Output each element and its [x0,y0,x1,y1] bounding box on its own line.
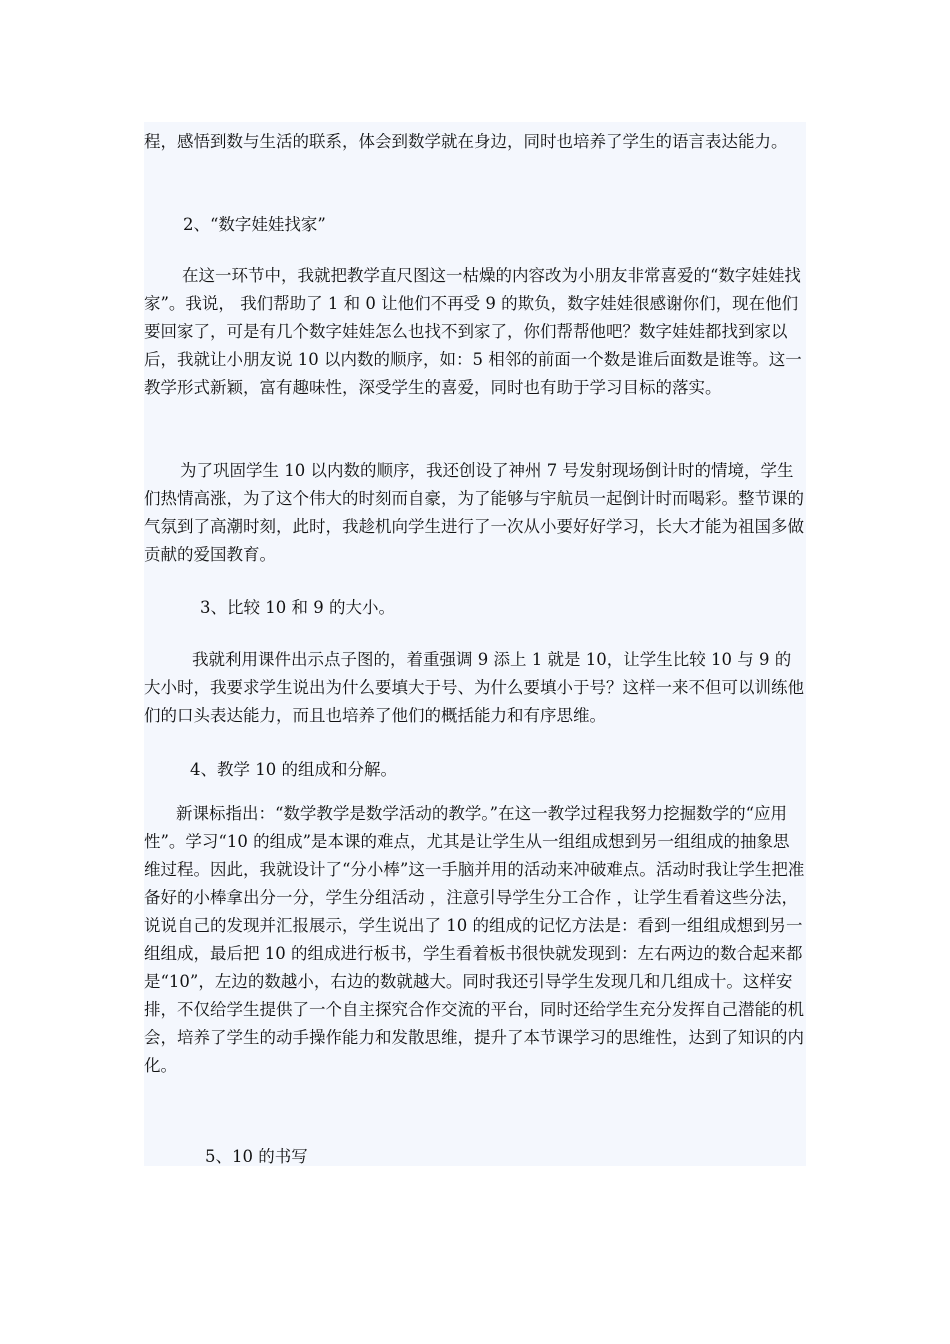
heading-section-3: 3、比较 10 和 9 的大小。 [200,598,395,617]
paragraph-number-dolls: 在这一环节中，我就把教学直尺图这一枯燥的内容改为小朋友非常喜爱的“数字娃娃找家”。我说， 我们帮助了 1 和 0 让他们不再受 9 的欺负，数字娃娃很感谢你们，现在他们要回家了，可是有几个数字娃娃怎么也找不到家了，你们帮帮他吧？数字娃娃都找到家以后，我就让小朋友说 10 以内数的顺序，如：5 相邻的前面一个数是谁后面数是谁等。这一教学形式新颖，富有趣味性，深受学生的喜爱，同时也有助于学习目标的落实。 [144,266,802,397]
heading-section-4: 4、教学 10 的组成和分解。 [190,760,397,779]
paragraph-countdown: 为了巩固学生 10 以内数的顺序，我还创设了神州 7 号发射现场倒计时的情境，学生们热情高涨，为了这个伟大的时刻而自豪，为了能够与宇航员一起倒计时而喝彩。整节课的气氛到了高潮时刻，此时，我趁机向学生进行了一次从小要好好学习，长大才能为祖国多做贡献的爱国教育。 [144,461,804,564]
heading-section-5: 5、10 的书写 [205,1147,308,1166]
paragraph-intro-continuation: 程，感悟到数与生活的联系，体会到数学就在身边，同时也培养了学生的语言表达能力。 [144,132,788,151]
paragraph-composition: 新课标指出：“数学教学是数学活动的教学。”在这一教学过程我努力挖掘数学的“应用性”。学习“10 的组成”是本课的难点，尤其是让学生从一组组成想到另一组组成的抽象思维过程。因此，我就设计了“分小棒”这一手脑并用的活动来冲破难点。活动时我让学生把准备好的小棒拿出分一分，学生分组活动 ，注意引导学生分工合作 ，让学生看着这些分法，说说自己的发现并汇报展示，学生说出了 10 的组成的记忆方法是：看到一组组成想到另一组组成，最后把 10 的组成进行板书，学生看着板书很快就发现到：左右两边的数合起来都是“10”，左边的数越小，右边的数就越大。同时我还引导学生发现几和几组成十。这样安排，不仅给学生提供了一个自主探究合作交流的平台，同时还给学生充分发挥自己潜能的机会，培养了学生的动手操作能力和发散思维，提升了本节课学习的思维性，达到了知识的内化。 [144,804,805,1075]
paragraph-compare: 我就利用课件出示点子图的，着重强调 9 添上 1 就是 10，让学生比较 10 与 9 的大小时，我要求学生说出为什么要填大于号、为什么要填小于号？这样一来不但可以训练他们的口头表达能力，而且也培养了他们的概括能力和有序思维。 [144,650,804,725]
heading-section-2: 2、“数字娃娃找家” [183,215,326,234]
